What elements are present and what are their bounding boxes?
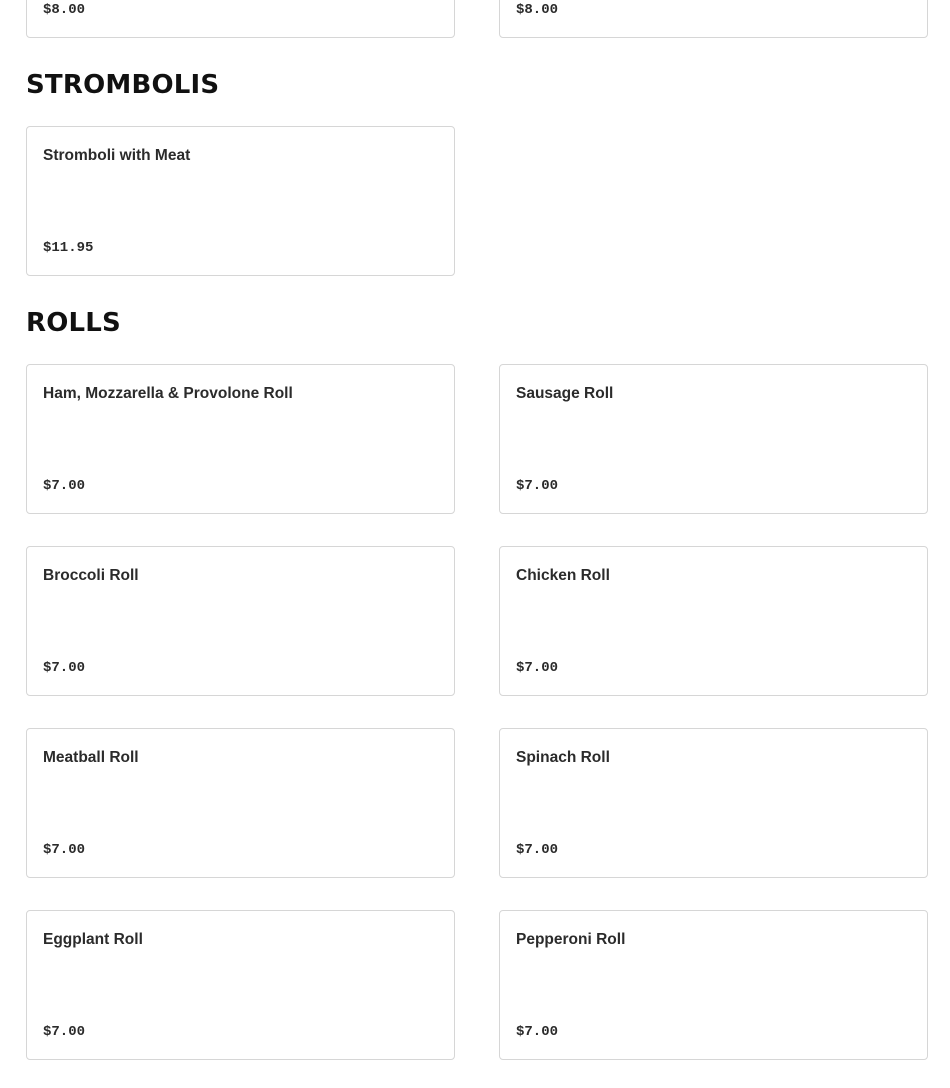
menu-item-card[interactable] — [499, 546, 928, 696]
menu-item-card[interactable] — [499, 0, 928, 38]
menu-item-card[interactable] — [26, 126, 455, 276]
item-name: Pepperoni Roll — [516, 931, 626, 948]
item-price: $8.00 — [43, 2, 86, 18]
menu-item-card[interactable] — [26, 728, 455, 878]
item-name: Spinach Roll — [516, 749, 610, 766]
item-price: $8.00 — [516, 2, 559, 18]
menu-item-card[interactable] — [499, 364, 928, 514]
menu-item-card[interactable] — [26, 546, 455, 696]
item-price: $7.00 — [43, 1024, 86, 1040]
item-name: Chicken Roll — [516, 567, 610, 584]
menu-item-card[interactable] — [26, 364, 455, 514]
section-title-strombolis: STROMBOLIS — [26, 70, 220, 100]
item-price: $7.00 — [516, 478, 559, 494]
item-price: $7.00 — [43, 842, 86, 858]
item-price: $7.00 — [43, 478, 86, 494]
item-name: Eggplant Roll — [43, 931, 143, 948]
item-name: Meatball Roll — [43, 749, 139, 766]
item-name: Sausage Roll — [516, 385, 614, 402]
menu-item-card[interactable] — [499, 910, 928, 1060]
item-name: Broccoli Roll — [43, 567, 139, 584]
item-price: $7.00 — [516, 1024, 559, 1040]
item-price: $7.00 — [516, 660, 559, 676]
item-name: Stromboli with Meat — [43, 147, 191, 164]
menu-item-card[interactable] — [26, 0, 455, 38]
menu-item-card[interactable] — [26, 910, 455, 1060]
item-price: $11.95 — [43, 240, 94, 256]
item-name: Ham, Mozzarella & Provolone Roll — [43, 385, 293, 402]
item-price: $7.00 — [516, 842, 559, 858]
item-price: $7.00 — [43, 660, 86, 676]
menu-item-card[interactable] — [499, 728, 928, 878]
section-title-rolls: ROLLS — [26, 308, 121, 338]
